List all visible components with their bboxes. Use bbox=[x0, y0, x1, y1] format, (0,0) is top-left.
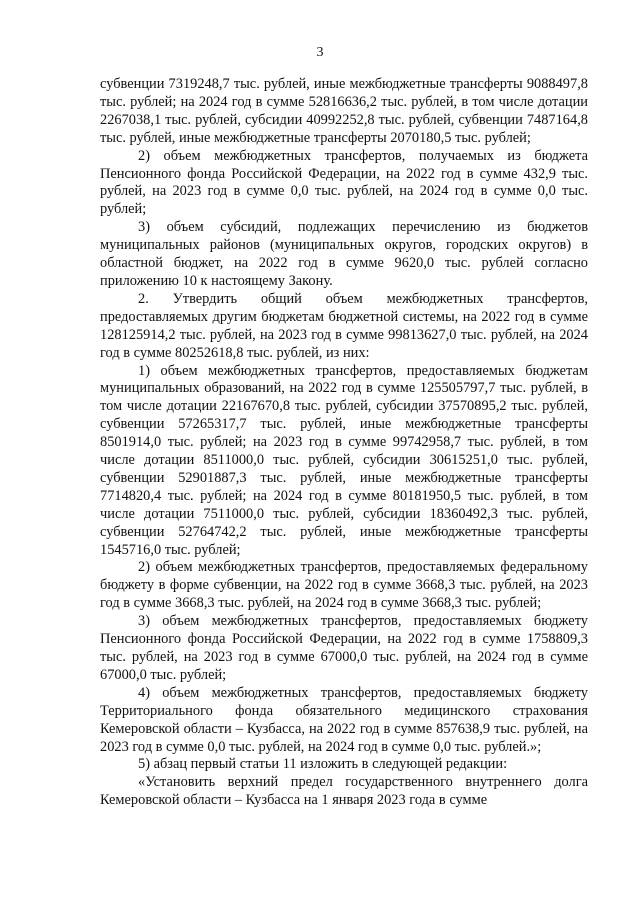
paragraph-pension-transfers: 3) объем межбюджетных трансфертов, предоставляемых бюджету Пенсионного фонда Российской Федерации, на 2022 год в сумме 1758809,3 тыс. рублей, на 2023 год в сумме 67000,0 тыс. рублей, на 2024 год в сумме 67000,0 тыс. рублей; bbox=[100, 613, 588, 683]
paragraph-federal-transfers: 2) объем межбюджетных трансфертов, предоставляемых федеральному бюджету в форме субвенции, на 2022 год в сумме 3668,3 тыс. рублей, на 2023 год в сумме 3668,3 тыс. рублей, на 2024 год в сумме 3668,3 тыс. рублей; bbox=[100, 559, 588, 612]
paragraph-municipal-subsidies: 3) объем субсидий, подлежащих перечислению из бюджетов муниципальных районов (муниципальных округов, городских округов) в областной бюджет, на 2022 год в сумме 9620,0 тыс. рублей согласно приложению 10 к настоящему Закону. bbox=[100, 219, 588, 289]
paragraph-article-11-amendment: 5) абзац первый статьи 11 изложить в следующей редакции: bbox=[138, 756, 508, 773]
paragraph-municipal-transfers: 1) объем межбюджетных трансфертов, предоставляемых бюджетам муниципальных образований, на 2022 год в сумме 125505797,7 тыс. рублей, в том числе дотации 22167670,8 тыс. рублей, субсидии 37570895,2 тыс. рублей, субвенции 57265317,7 тыс. рублей, иные межбюджетные трансферты 8501914,0 тыс. рублей; на 2023 год в сумме 99742958,7 тыс. рублей, в том числе дотации 8511000,0 тыс. рублей, субсидии 30615251,0 тыс. рублей, субвенции 52901887,3 тыс. рублей, иные межбюджетные трансферты 7714820,4 тыс. рублей; на 2024 год в сумме 80181950,5 тыс. рублей, в том числе дотации 7511000,0 тыс. рублей, субсидии 18360492,3 тыс. рублей, субвенции 52764742,2 тыс. рублей, иные межбюджетные трансферты 1545716,0 тыс. рублей; bbox=[100, 362, 588, 558]
paragraph-total-transfers: 2. Утвердить общий объем межбюджетных трансфертов, предоставляемых другим бюджетам бюджетной системы, на 2022 год в сумме 128125914,2 тыс. рублей, на 2023 год в сумме 99813627,0 тыс. рублей, на 2024 год в сумме 80252618,8 тыс. рублей, из них: bbox=[100, 290, 588, 361]
document-body bbox=[100, 76, 588, 810]
paragraph-debt-limit: «Установить верхний предел государственного внутреннего долга Кемеровской области – Кузбасса на 1 января 2023 года в сумме bbox=[100, 774, 588, 809]
paragraph-continuation: субвенции 7319248,7 тыс. рублей, иные межбюджетные трансферты 9088497,8 тыс. рублей; на 2024 год в сумме 52816636,2 тыс. рублей, в том числе дотации 2267038,1 тыс. рублей, субсидии 40992252,8 тыс. рублей, субвенции 7487164,8 тыс. рублей, иные межбюджетные трансферты 2070180,5 тыс. рублей; bbox=[100, 76, 588, 146]
paragraph-medical-insurance-transfers: 4) объем межбюджетных трансфертов, предоставляемых бюджету Территориального фонда обязательного медицинского страхования Кемеровской области – Кузбасса, на 2022 год в сумме 857638,9 тыс. рублей, на 2023 год в сумме 0,0 тыс. рублей, на 2024 год в сумме 0,0 тыс. рублей.»; bbox=[100, 684, 588, 755]
paragraph-pension-fund-transfers: 2) объем межбюджетных трансфертов, получаемых из бюджета Пенсионного фонда Российской Федерации, на 2022 год в сумме 432,9 тыс. рублей, на 2023 год в сумме 0,0 тыс. рублей, на 2024 год в сумме 0,0 тыс. рублей; bbox=[100, 147, 588, 218]
page-number: 3 bbox=[316, 45, 324, 60]
